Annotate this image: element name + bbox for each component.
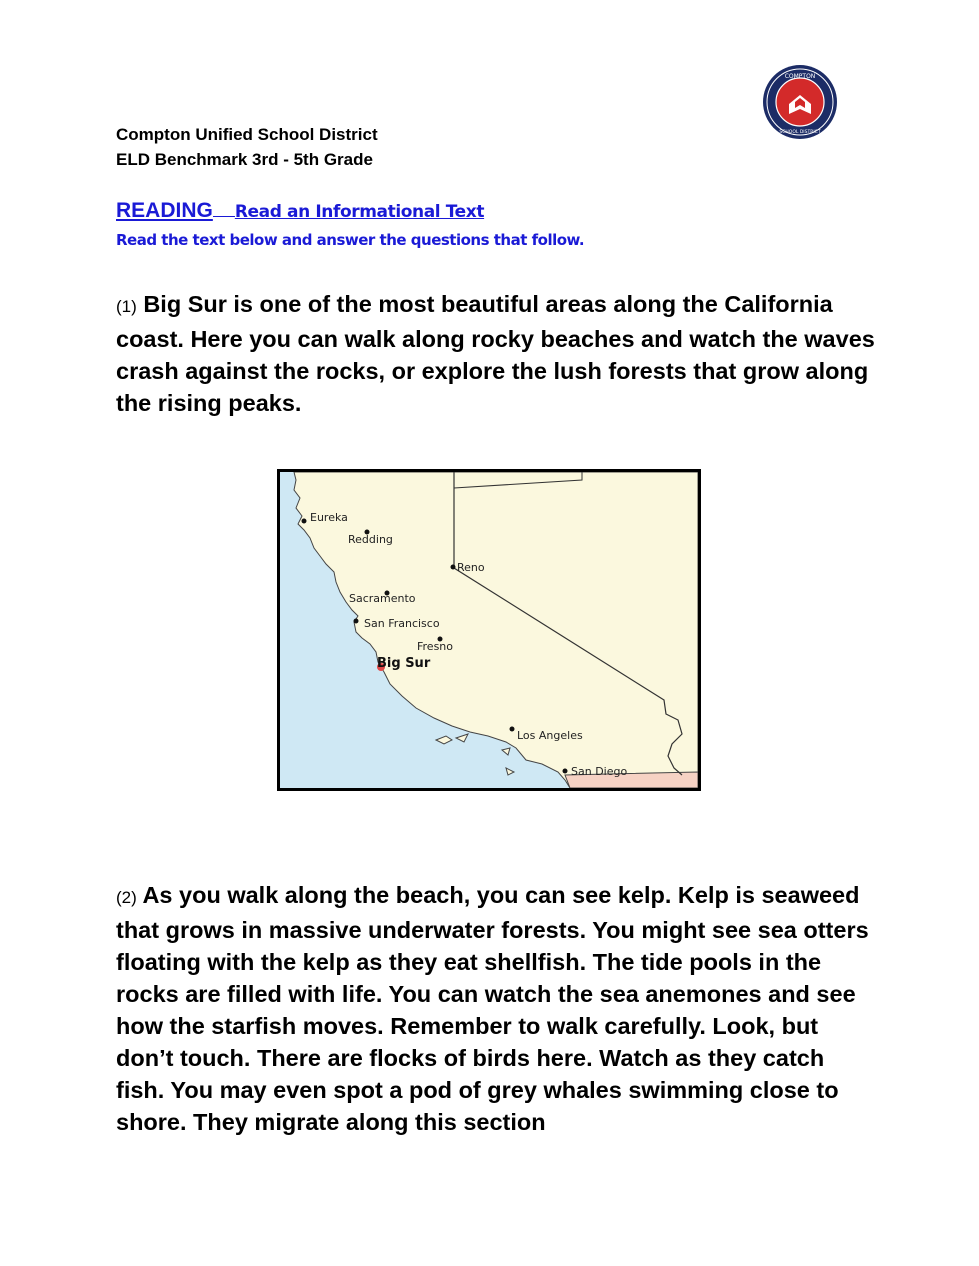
section-title: READING [116,199,213,222]
paragraph-text: Big Sur is one of the most beautiful areas along the California coast. Here you can walk along rocky beaches and watch the waves crash against the rocks, or explore the lush forests that grow along the rising peaks. [116,291,875,416]
instructions: Read the text below and answer the questions that follow. [116,231,585,249]
san-francisco-dot [354,619,359,624]
svg-text:COMPTON: COMPTON [784,73,816,80]
map-svg [280,472,698,788]
label-eureka: Eureka [310,511,348,524]
label-reno: Reno [457,561,485,574]
paragraph-1 [116,288,876,419]
san-diego-dot [563,769,568,774]
underline-gap [213,206,235,217]
paragraph-number: (2) [116,888,137,907]
section-heading [116,199,484,223]
svg-text:SCHOOL DISTRICT: SCHOOL DISTRICT [779,130,821,135]
label-los-angeles: Los Angeles [517,729,583,742]
reno-dot [451,565,456,570]
eureka-dot [302,519,307,524]
paragraph-text: As you walk along the beach, you can see kelp. Kelp is seaweed that grows in massive underwater forests. You might see sea otters floating with the kelp as they eat shellfish. The tide pools in the rocks are filled with life. You can watch the sea anemones and see how the starfish moves. Remember to walk carefully. Look, but don’t touch. There are flocks of birds here. Watch as they catch fish. You may even spot a pod of grey whales swimming close to shore. They migrate along this section [116,882,869,1135]
district-logo [762,64,838,140]
document-header [116,122,378,172]
paragraph-number: (1) [116,297,137,316]
section-subtitle: Read an Informational Text [234,202,485,222]
label-san-diego: San Diego [571,765,628,778]
label-sacramento: Sacramento [349,592,416,605]
los-angeles-dot [510,727,515,732]
california-map [277,469,701,791]
label-fresno: Fresno [417,640,454,653]
label-san-francisco: San Francisco [364,617,440,630]
benchmark-title: ELD Benchmark 3rd - 5th Grade [116,150,373,169]
label-big-sur: Big Sur [377,656,431,671]
paragraph-2 [116,879,876,1138]
district-name: Compton Unified School District [116,125,378,144]
label-redding: Redding [348,533,393,546]
